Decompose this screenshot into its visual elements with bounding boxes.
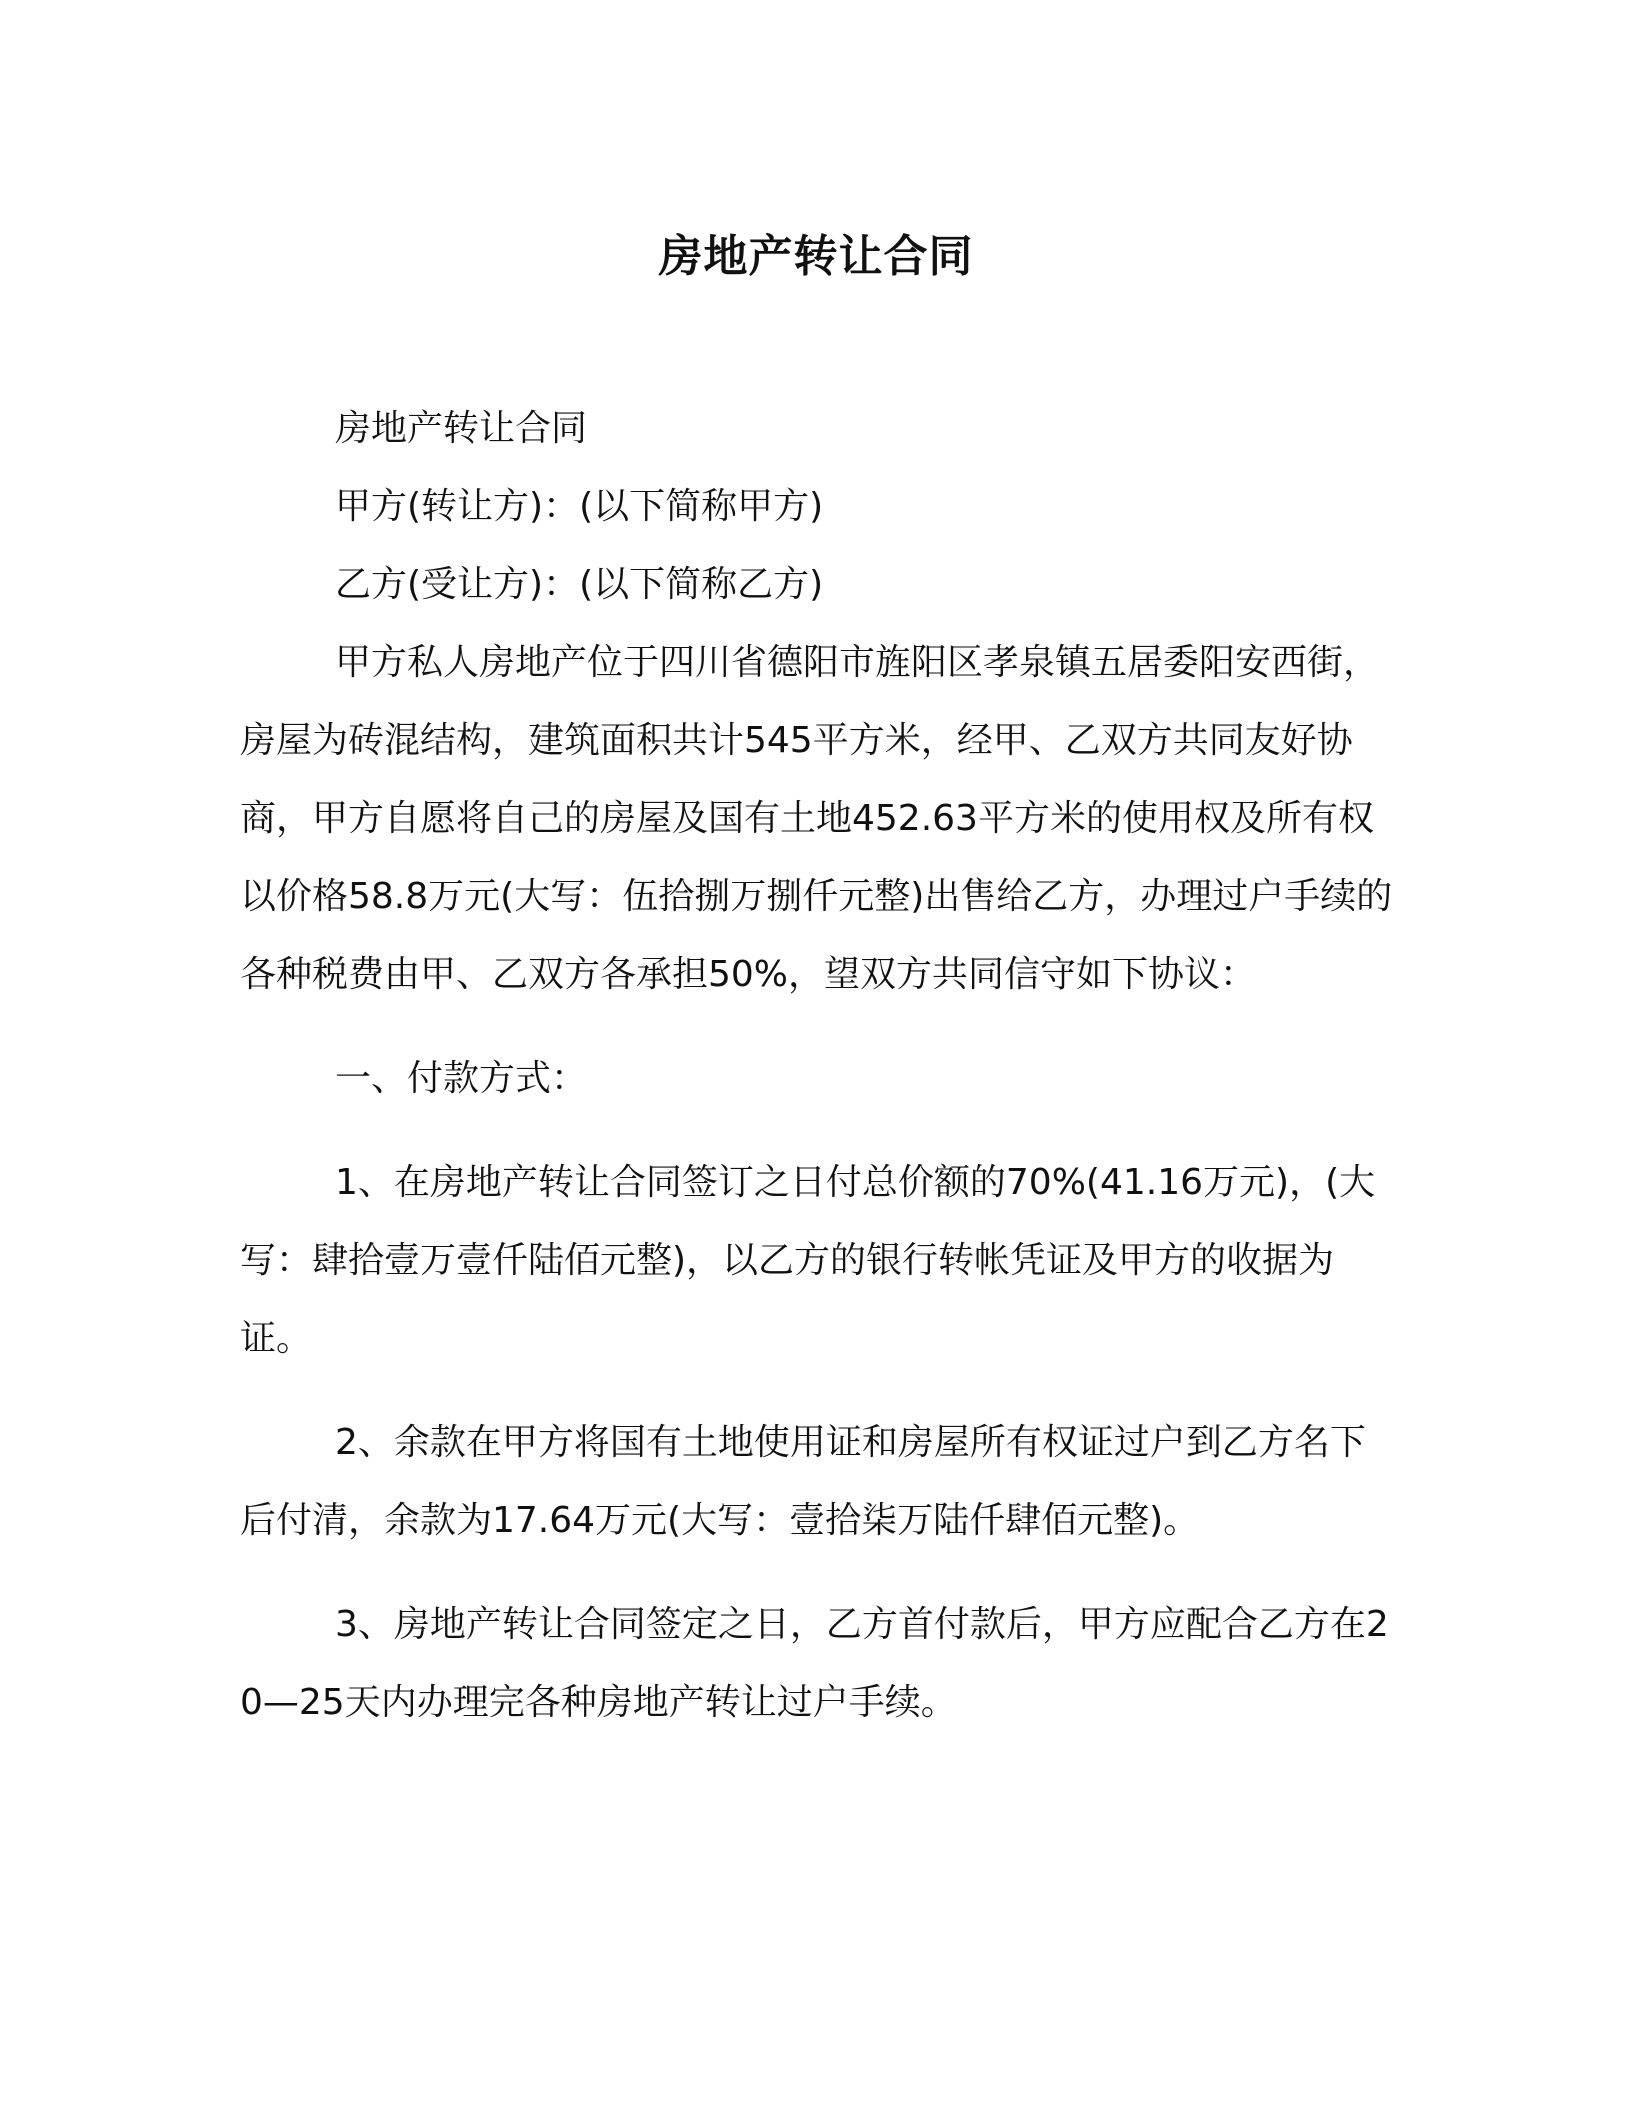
paragraph-payment-clause-3: 3、房地产转让合同签定之日，乙方首付款后，甲方应配合乙方在20—25天内办理完各种房地产转让过户手续。 <box>240 1604 1389 1723</box>
document-body <box>240 390 1400 1742</box>
paragraph-payment-clause-1: 1、在房地产转让合同签订之日付总价额的70%(41.16万元)，(大写：肆拾壹万壹仟陆佰元整)，以乙方的银行转帐凭证及甲方的收据为证。 <box>240 1162 1376 1359</box>
paragraph-payment-clause-2: 2、余款在甲方将国有土地使用证和房屋所有权证过户到乙方名下后付清，余款为17.64万元(大写：壹拾柒万陆仟肆佰元整)。 <box>240 1422 1366 1541</box>
document-title: 房地产转让合同 <box>658 231 974 282</box>
paragraph-payment-heading: 一、付款方式： <box>335 1058 588 1099</box>
paragraph-party-b: 乙方(受让方)：(以下简称乙方) <box>335 564 824 605</box>
paragraph-heading: 房地产转让合同 <box>335 408 588 449</box>
paragraph-property-description: 甲方私人房地产位于四川省德阳市旌阳区孝泉镇五居委阳安西街，房屋为砖混结构，建筑面积共计545平方米，经甲、乙双方共同友好协商，甲方自愿将自己的房屋及国有土地452.63平方米的使用权及所有权以价格58.8万元(大写：伍拾捌万捌仟元整)出售给乙方，办理过户手续的各种税费由甲、乙双方各承担50%，望双方共同信守如下协议： <box>240 642 1393 995</box>
paragraph-party-a: 甲方(转让方)：(以下简称甲方) <box>335 486 824 527</box>
